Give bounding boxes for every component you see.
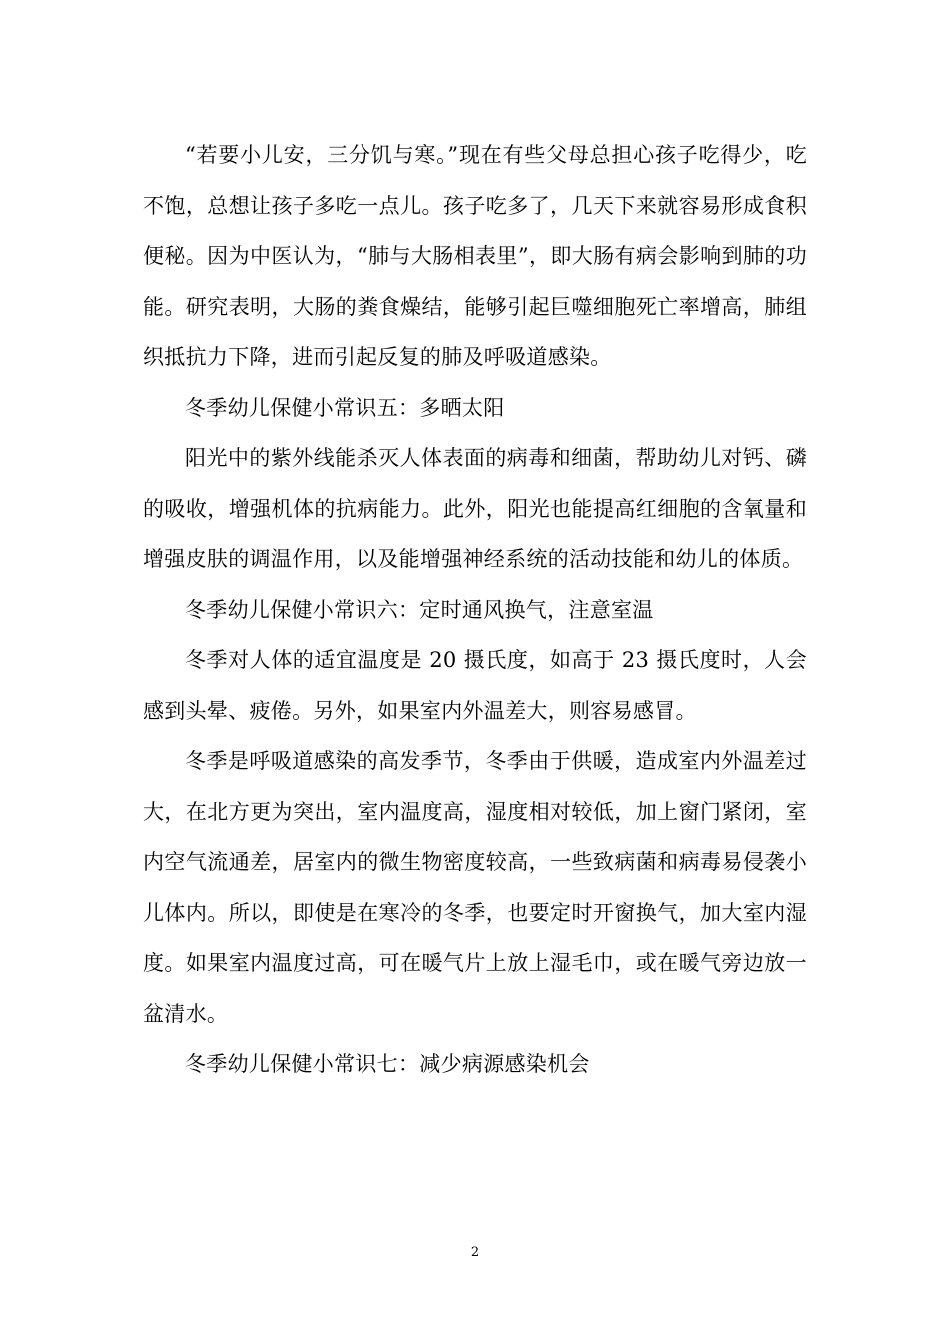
section-heading-five: 冬季幼儿保健小常识五：多晒太阳 — [185, 395, 505, 420]
page-number: 2 — [470, 1245, 480, 1260]
paragraph-temperature: 冬季对人体的适宜温度是 20 摄氏度，如高于 23 摄氏度时，人会感到头晕、疲倦。另外，如果室内外温差大，则容易感冒。 — [143, 648, 807, 723]
section-heading-six: 冬季幼儿保健小常识六：定时通风换气，注意室温 — [185, 597, 654, 622]
paragraph-ventilation: 冬季是呼吸道感染的高发季节，冬季由于供暖，造成室内外温差过大，在北方更为突出，室内温度高，湿度相对较低，加上窗门紧闭，室内空气流通差，居室内的微生物密度较高，一些致病菌和病毒易侵袭小儿体内。所以，即使是在寒冷的冬季，也要定时开窗换气，加大室内湿度。如果室内温度过高，可在暖气片上放上湿毛巾，或在暖气旁边放一盆清水。 — [143, 749, 807, 1026]
paragraph-overeating: “若要小儿安，三分饥与寒。”现在有些父母总担心孩子吃得少，吃不饱，总想让孩子多吃一点儿。孩子吃多了，几天下来就容易形成食积便秘。因为中医认为，“肺与大肠相表里”，即大肠有病会影响到肺的功能。研究表明，大肠的粪食燥结，能够引起巨噬细胞死亡率增高，肺组织抵抗力下降，进而引起反复的肺及呼吸道感染。 — [143, 143, 807, 369]
document-body — [143, 130, 807, 1090]
section-heading-seven: 冬季幼儿保健小常识七：减少病源感染机会 — [185, 1052, 590, 1076]
paragraph-sunlight: 阳光中的紫外线能杀灭人体表面的病毒和细菌，帮助幼儿对钙、磷的吸收，增强机体的抗病能力。此外，阳光也能提高红细胞的含氧量和增强皮肤的调温作用，以及能增强神经系统的活动技能和幼儿的体质。 — [143, 446, 807, 571]
